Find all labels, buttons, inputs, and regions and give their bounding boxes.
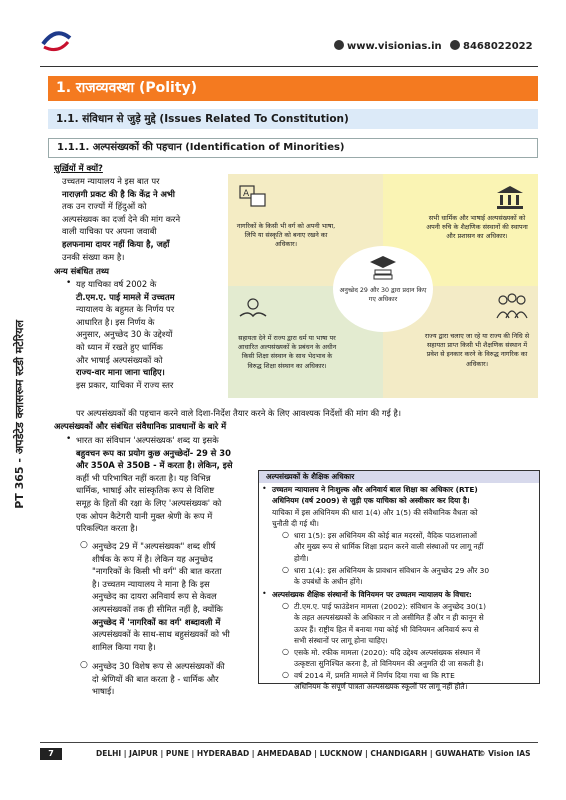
circle-bullet-icon: ○ (282, 530, 289, 539)
intro-line: हलफनामा दायर नहीं किया है, जहाँ (62, 238, 170, 249)
header-divider (40, 66, 538, 67)
constitution-paragraph (76, 434, 254, 535)
article29-line: अनुच्छेद में 'नागरिकों का वर्ग' शब्दावली में (92, 616, 221, 627)
box-line: याचिका में इस अधिनियम की धारा 1(4) और 1(5) की संवैधानिक वैधता को (272, 507, 478, 517)
petition-line: इस प्रकार, याचिका में राज्य स्तर (76, 379, 174, 390)
petition-line: और भाषाई अल्पसंख्यकों को (76, 354, 163, 365)
article30-line: दो श्रेणियों की बात करता है - धार्मिक और (92, 673, 219, 684)
institution-icon (495, 184, 525, 210)
box-sc-views-heading: अल्पसंख्यक शैक्षिक संस्थानों के विनियमन पर उच्चतम न्यायालय के विचार: (272, 590, 472, 599)
bullet-icon: • (66, 278, 72, 288)
sidebar-title (12, 320, 42, 550)
phone-text: 8468022022 (463, 41, 533, 52)
quadrant-text-aid: सहायता देने में राज्य द्वारा धर्म या भाषा पर आधारित अल्पसंख्यकों के प्रबंधन के अधीन किसी शिक्षा संस्थान के साथ भेदभाव के विरुद्ध शिक्षा संस्थान का अधिकार। (237, 334, 337, 370)
footer-copyright: © Vision IAS (478, 749, 531, 758)
quadrant-text-language: नागरिकों के किसी भी वर्ग को अपनी भाषा, लिपि या संस्कृति को बनाए रखने का अधिकार। (236, 222, 336, 249)
graduation-books-icon (369, 254, 397, 284)
box-line: और मुख्य रूप से धार्मिक शिक्षा प्रदान करने वाली संस्थाओं पर लागू नहीं (294, 542, 484, 552)
circle-bullet-icon: ○ (80, 540, 88, 550)
box-line: सभी संस्थानों पर लागू होना चाहिए। (294, 635, 388, 645)
intro-line: तक उन राज्यों में हिंदुओं को (62, 201, 147, 212)
news-question: सुर्ख़ियों में क्यों? (54, 163, 103, 173)
article29-line: अल्पसंख्यकों तक ही सीमित नहीं है, क्योंकि (92, 603, 223, 614)
bullet-icon: • (262, 484, 267, 493)
article30-line: अनुच्छेद 30 विशेष रूप से अल्पसंख्यकों की (92, 661, 225, 671)
petition-line: राज्य-वार माना जाना चाहिए। (76, 367, 165, 378)
phone-number (450, 40, 533, 52)
box-line: टी.एम.ए. पाई फाउंडेशन मामला (2002): संविधान के अनुच्छेद 30(1) (294, 602, 487, 611)
petition-full-line: पर अल्पसंख्यकों की पहचान करने वाले दिशा-निर्देश तैयार करने के लिए आवश्यक निर्देशों की मांग की गई है। (76, 408, 401, 418)
intro-line: वाली याचिका पर अपना जवाबी (62, 226, 157, 237)
petition-paragraph (76, 278, 224, 391)
globe-icon (334, 40, 344, 50)
intro-line: अल्पसंख्यक का दर्जा देने की मांग करने (62, 213, 181, 224)
article29-line: शीर्षक के रूप में है। लेकिन यह अनुच्छेद (92, 553, 213, 564)
box-line: अधिनियम के संपूर्ण पात्रता अल्पसंख्यक स्कूलों पर लागू नहीं होते। (294, 682, 468, 692)
circle-bullet-icon: ○ (282, 601, 289, 610)
petition-line: यह याचिका वर्ष 2002 के (76, 279, 157, 289)
box-para-rafiq (294, 647, 536, 670)
website-text: www.visionias.in (347, 41, 442, 52)
page-number: 7 (40, 748, 62, 760)
box-para-rte (272, 484, 536, 529)
article29-line: अल्पसंख्यकों के साथ-साथ बहुसंख्यकों को भी (92, 629, 230, 640)
article29-paragraph (92, 540, 254, 653)
related-facts-heading: अन्य संबंधित तथ्य (54, 266, 109, 276)
box-line: होगी। (294, 553, 309, 563)
article30-line: भाषाई। (92, 686, 115, 697)
article29-line: शामिल किया गया है। (92, 641, 156, 652)
quadrant-text-institutions: सभी धार्मिक और भाषाई अल्पसंख्यकों को अपनी रुचि के शैक्षणिक संस्थानों की स्थापना और प्रशासन का अधिकार। (426, 214, 528, 241)
bullet-icon: • (262, 589, 267, 598)
box-para-section-1-5 (294, 530, 536, 564)
article30-paragraph (92, 660, 254, 698)
box-line: धारा 1(5): इस अधिनियम की कोई बात मदरसों, वैदिक पाठशालाओं (294, 531, 477, 540)
article29-line: अनुच्छेद का दायरा अनिवार्य रूप से केवल (92, 591, 217, 602)
footer-cities: DELHI | JAIPUR | PUNE | HYDERABAD | AHMEDABAD | LUCKNOW | CHANDIGARH | GUWAHATI (96, 749, 481, 758)
box-line: अधिनियम (वर्ष 2009) से जुड़ी एक याचिका को अस्वीकार कर दिया है। (272, 496, 470, 506)
petition-line: न्यायालय के बहुमत के निर्णय पर (76, 304, 175, 315)
section-heading: 1.1. संविधान से जुड़े मुद्दे (Issues Related To Constitution) (48, 109, 538, 129)
box-line: उच्चतम न्यायालय ने निःशुल्क और अनिवार्य बाल शिक्षा का अधिकार (RTE) (272, 485, 478, 494)
article29-line: है। उच्चतम न्यायालय ने माना है कि इस (92, 578, 210, 589)
petition-line: को ध्यान में रखते हुए धार्मिक (76, 341, 163, 352)
constitution-line: भारत का संविधान 'अल्पसंख्यक' शब्द या इसके (76, 435, 219, 445)
circle-bullet-icon: ○ (282, 670, 289, 679)
box-line: धारा 1(4): इस अधिनियम के प्रावधान संविधान के अनुच्छेद 29 और 30 (294, 566, 490, 575)
footer-divider (40, 742, 538, 743)
constitution-line: परिकल्पित करता है। (76, 523, 138, 534)
article29-line: "नागरिकों के किसी भी वर्ग" की बात करता (92, 566, 222, 577)
circle-bullet-icon: ○ (80, 660, 88, 670)
intro-line: नाराज़गी प्रकट की है कि केंद्र ने अभी (62, 188, 175, 199)
box-line: ऊपर हैं। राष्ट्रीय हित में बनाया गया कोई भी विनियमन अनिवार्य रूप से (294, 624, 479, 634)
constitution-line: समूह के हितों की रक्षा के लिए 'अल्पसंख्यक' को (76, 497, 222, 508)
bullet-icon: • (66, 434, 72, 444)
box-title: अल्पसंख्यकों के शैक्षिक अधिकार (266, 472, 355, 481)
box-line: उत्कृष्टता सुनिश्चित करना है, तो विनियमन की अनुमति दी जा सकती है। (294, 659, 484, 669)
intro-paragraph (62, 175, 222, 263)
box-line: के उपबंधों के अधीन होंगे। (294, 577, 363, 587)
intro-line: उनकी संख्या कम है। (62, 251, 125, 262)
sidebar-title-text: PT 365 - अपडेटेड क्लासरूम स्टडी मटेरियल (13, 320, 26, 509)
box-line: वर्ष 2014 में, प्रमति मामले में निर्णय दिया गया था कि RTE (294, 671, 455, 680)
vision-ias-logo (40, 30, 72, 52)
constitution-line: और 350A से 350B - में करता है। लेकिन, इसे (76, 460, 233, 471)
box-line: चुनौती दी गई थी। (272, 518, 319, 528)
phone-icon (450, 40, 460, 50)
constitution-line: कहीं भी परिभाषित नहीं करता है। यह विभिन्न (76, 472, 211, 483)
subsection-heading: 1.1.1. अल्पसंख्यकों की पहचान (Identification of Minorities) (48, 138, 538, 158)
helping-hands-icon (238, 296, 268, 322)
infographic-center-text: अनुच्छेद 29 और 30 द्वारा प्रदान किए गए अधिकार (339, 287, 427, 303)
svg-text:A: A (243, 189, 250, 199)
chapter-heading: 1. राजव्यवस्था (Polity) (48, 76, 538, 101)
circle-bullet-icon: ○ (282, 565, 289, 574)
petition-line: अनुसार, अनुच्छेद 30 के उद्देश्यों (76, 329, 173, 340)
rights-infographic (228, 174, 538, 399)
quadrant-text-admission: राज्य द्वारा चलाए जा रहे या राज्य की निधि से सहायता प्राप्त किसी भी शैक्षणिक संस्थान में प्रवेश से इनकार करने के विरुद्ध नागरिक का अधिकार। (424, 332, 530, 368)
petition-line: आधारित है। इस निर्णय के (76, 316, 155, 327)
circle-bullet-icon: ○ (282, 647, 289, 656)
box-line: के तहत अल्पसंख्यकों के अधिकार न तो असीमित हैं और न ही कानून से (294, 613, 484, 623)
intro-line: उच्चतम न्यायालय ने इस बात पर (62, 176, 160, 186)
box-para-tma-pai (294, 601, 536, 646)
petition-line: टी.एम.ए. पाई मामले में उच्चतम (76, 291, 175, 302)
article29-line: अनुच्छेद 29 में "अल्पसंख्यक" शब्द शीर्ष (92, 541, 216, 551)
box-para-pramati (294, 670, 536, 693)
constitution-line: धार्मिक, भाषाई और सांस्कृतिक रूप से विशिष्ट (76, 485, 215, 496)
people-group-icon (495, 292, 529, 320)
box-line: एसके मो. रफीक मामला (2020): यदि उद्देश्य अल्पसंख्यक संस्थान में (294, 648, 480, 657)
constitution-heading: अल्पसंख्यकों और संबंधित संवैधानिक प्रावधानों के बारे में (54, 421, 227, 431)
constitution-line: बहुवचन रूप का प्रयोग कुछ अनुच्छेदों- 29 से 30 (76, 447, 231, 458)
website-link[interactable] (334, 40, 442, 52)
language-icon (238, 184, 268, 210)
constitution-line: एक ओपन कैटेगरी यानी मुक्त श्रेणी के रूप में (76, 510, 213, 521)
box-para-section-1-4 (294, 565, 536, 588)
